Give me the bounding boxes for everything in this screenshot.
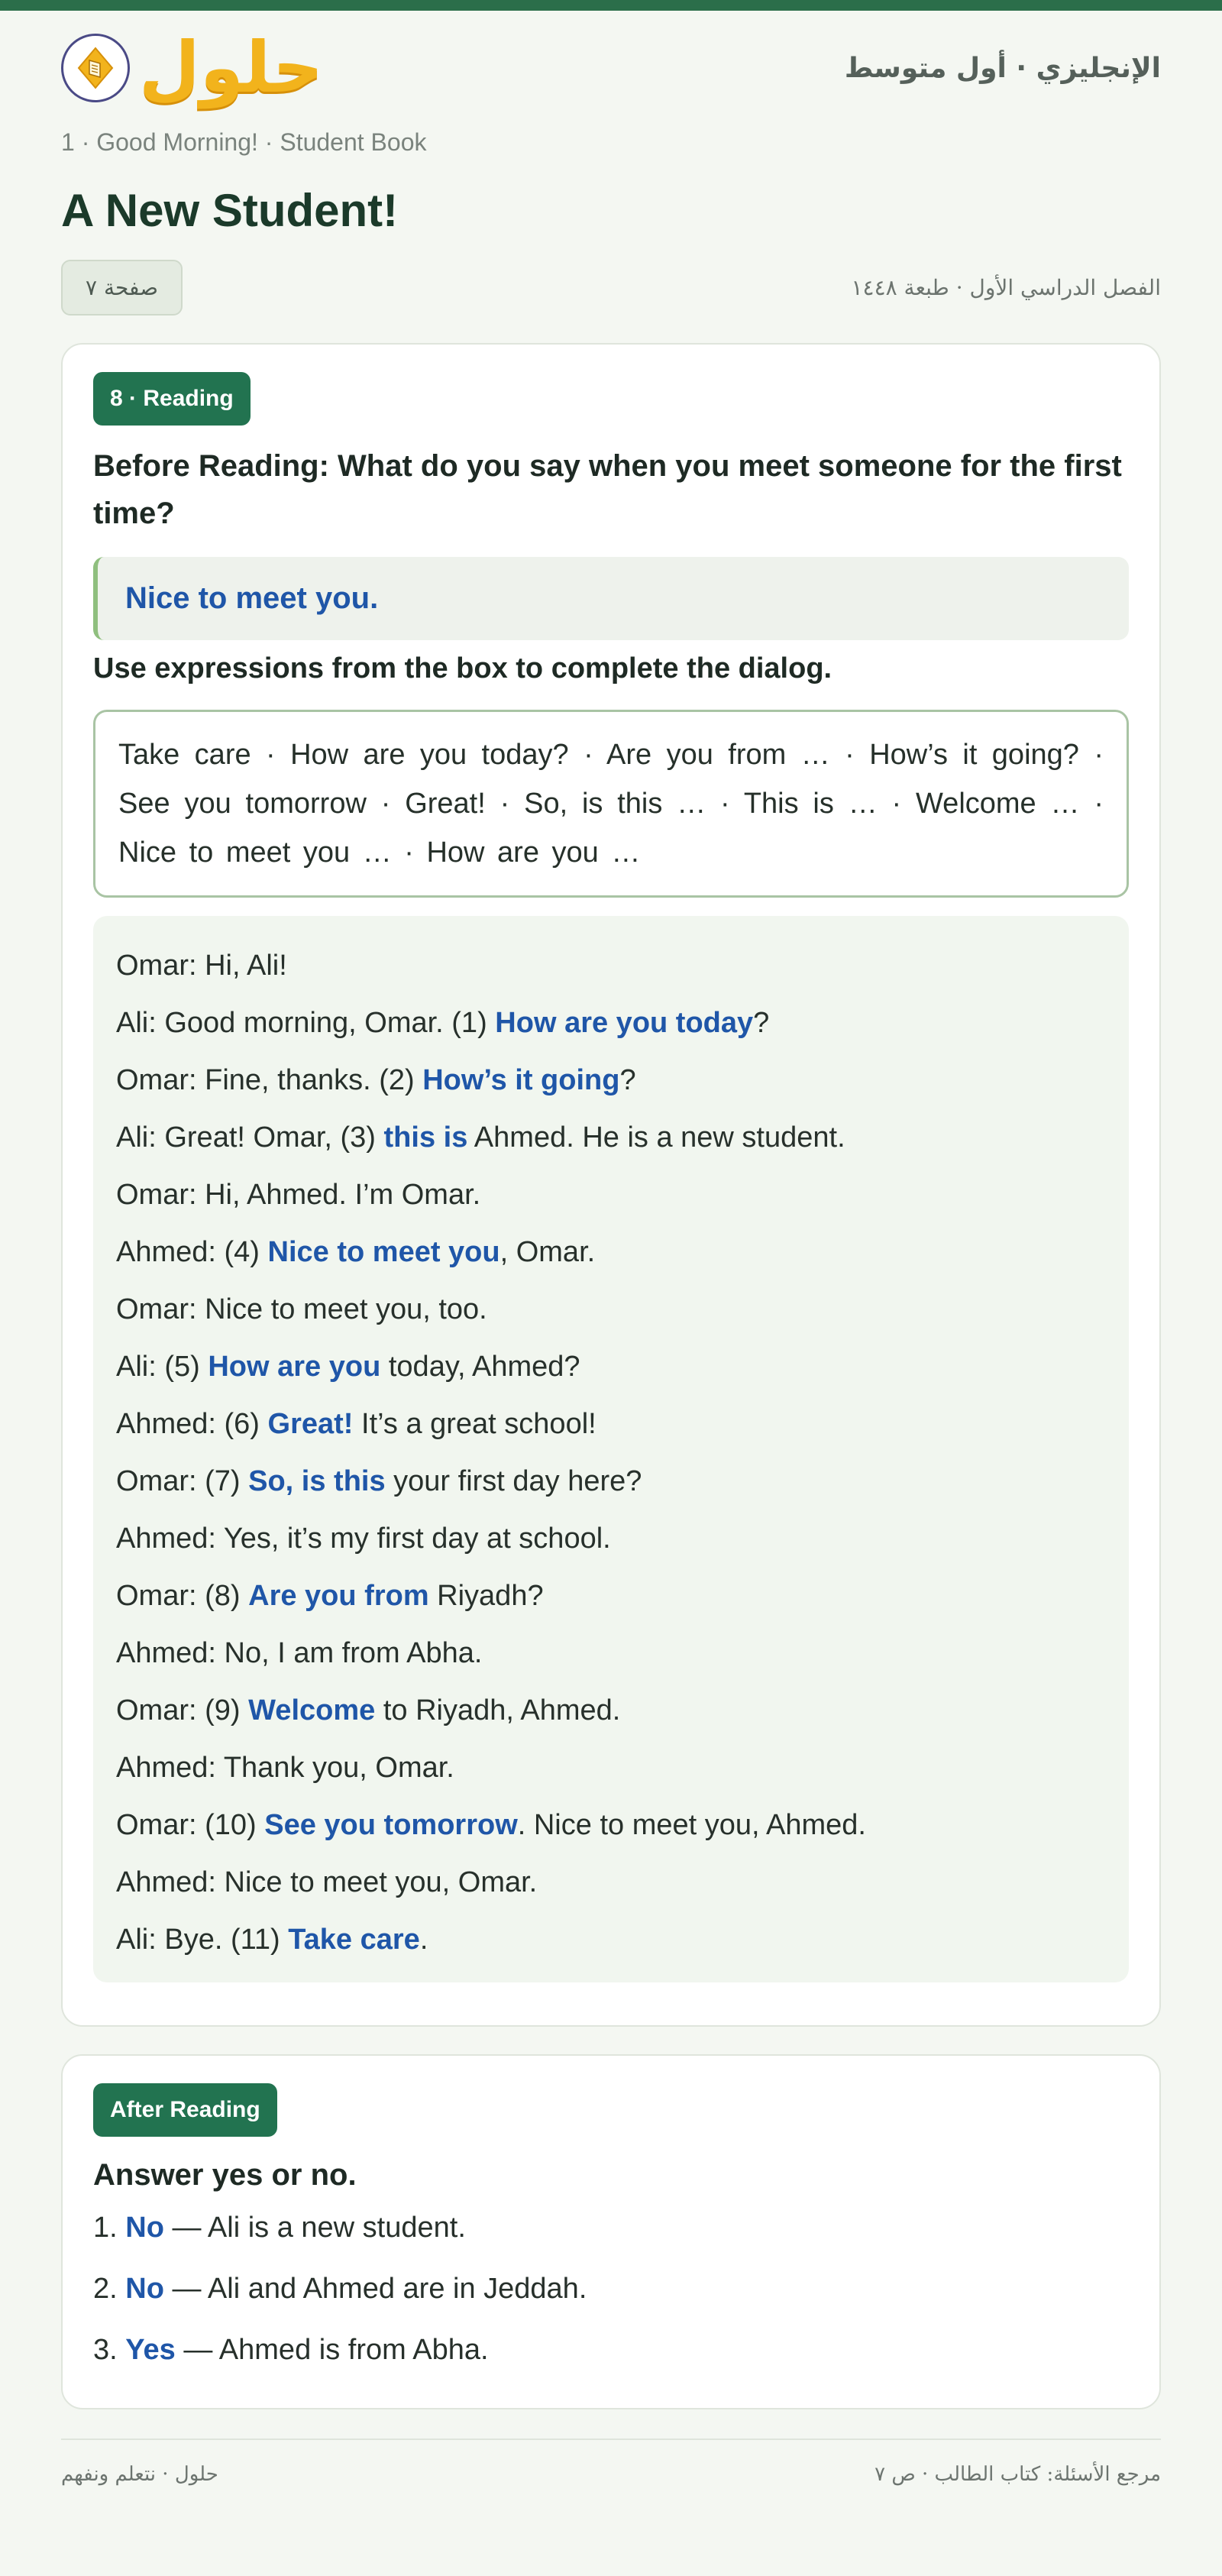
dialog-line [116,1052,1106,1109]
dialog-text: . [419,1924,428,1956]
dialog-text: to Riyadh, Ahmed. [375,1694,621,1727]
book-icon [61,34,130,102]
dialog-answer: See you tomorrow [264,1809,518,1841]
dialog-line [116,1797,1106,1854]
subject-title: الإنجليزي · أول متوسط [844,52,1161,84]
dialog-answer: Welcome [248,1694,376,1727]
breadcrumb[interactable]: 1 · Good Morning! · Student Book [61,128,427,156]
dialog-text: Ahmed: (6) [116,1408,268,1440]
expression-box: Take care · How are you today? · Are you from … · How’s it going? · See you tomorrow · Great! · So, is this … · This is … · Welcome … · Nice to meet you … · How are you … [93,710,1129,898]
dialog-text: ? [619,1064,636,1096]
dialog-line [116,1224,1106,1281]
dialog-text: Omar: Hi, Ali! [116,950,287,982]
dialog-text: Omar: (9) [116,1694,249,1727]
yes-no-answer: No [125,2212,164,2244]
dialog [93,916,1129,1982]
dialog-answer: Take care [288,1924,420,1956]
example-answer: Nice to meet you. [93,557,1129,640]
dialog-text: Omar: Hi, Ahmed. I’m Omar. [116,1179,481,1211]
dialog-answer: How’s it going [422,1064,620,1096]
term-label: الفصل الدراسي الأول · طبعة ١٤٤٨ [851,275,1161,300]
after-reading-title: Answer yes or no. [93,2158,357,2192]
dialog-text: Omar: Fine, thanks. (2) [116,1064,423,1096]
instruction: Use expressions from the box to complete the dialog. [93,652,832,684]
section-tag: After Reading [93,2083,277,2137]
answer-text: — Ali and Ahmed are in Jeddah. [163,2273,587,2305]
dialog-text: today, Ahmed? [380,1351,580,1383]
page [61,11,1161,2509]
dialog-line [116,1854,1106,1911]
dialog-line [116,1338,1106,1396]
meta-row [61,260,1161,316]
page-number-badge[interactable]: صفحة ٧ [61,260,183,316]
dialog-text: Ali: (5) [116,1351,209,1383]
yes-no-answer: Yes [125,2334,176,2366]
dialog-answer: How are you [208,1351,381,1383]
header [61,11,1161,125]
dialog-text: Ahmed: Yes, it’s my first day at school. [116,1523,611,1555]
answer-list [93,2197,1129,2380]
dialog-text: Riyadh? [428,1580,544,1612]
dialog-line [116,1682,1106,1739]
top-accent-bar [0,0,1222,11]
answer-text: 1. [93,2212,126,2244]
dialog-line [116,1281,1106,1338]
section-tag: 8 · Reading [93,372,251,426]
dialog-text: Ali: Bye. (11) [116,1924,289,1956]
answer-item [93,2197,1129,2258]
brand-logo[interactable] [61,27,324,108]
dialog-answer: Great! [267,1408,354,1440]
dialog-line [116,1109,1106,1167]
footer-slogan: حلول · نتعلم ونفهم [61,2463,218,2486]
dialog-line [116,1453,1106,1510]
dialog-text: Ahmed. He is a new student. [467,1121,845,1154]
dialog-answer: So, is this [248,1465,386,1497]
dialog-text: your first day here? [385,1465,642,1497]
dialog-text: Ahmed: Thank you, Omar. [116,1752,454,1784]
page-title: A New Student! [61,185,399,236]
answer-text: — Ahmed is from Abha. [175,2334,489,2366]
dialog-text: Omar: (10) [116,1809,265,1841]
dialog-text: ? [753,1007,770,1039]
dialog-answer: How are you today [495,1007,754,1039]
dialog-text: Omar: (7) [116,1465,249,1497]
dialog-line [116,937,1106,995]
dialog-line [116,1911,1106,1969]
dialog-line [116,1568,1106,1625]
dialog-line [116,1396,1106,1453]
dialog-line [116,1739,1106,1797]
dialog-text: Ali: Great! Omar, (3) [116,1121,384,1154]
footer-reference: مرجع الأسئلة: كتاب الطالب · ص ٧ [874,2463,1161,2486]
dialog-text: Ahmed: No, I am from Abha. [116,1637,483,1669]
dialog-line [116,1167,1106,1224]
answer-text: 2. [93,2273,126,2305]
dialog-line [116,1625,1106,1682]
dialog-text: , Omar. [499,1236,596,1268]
dialog-answer: Are you from [248,1580,429,1612]
dialog-line [116,1510,1106,1568]
brand-name: حلول [139,27,324,108]
pre-reading-question: Before Reading: What do you say when you meet someone for the first time? [93,449,1122,530]
dialog-text: . Nice to meet you, Ahmed. [517,1809,866,1841]
answer-text: 3. [93,2334,126,2366]
footer [61,2438,1161,2509]
answer-item [93,2319,1129,2380]
dialog-text: Omar: Nice to meet you, too. [116,1293,487,1325]
dialog-text: Ahmed: (4) [116,1236,268,1268]
dialog-line [116,995,1106,1052]
answer-item [93,2258,1129,2319]
dialog-text: Ahmed: Nice to meet you, Omar. [116,1866,538,1898]
dialog-text: It’s a great school! [353,1408,596,1440]
dialog-text: Ali: Good morning, Omar. (1) [116,1007,496,1039]
dialog-text: Omar: (8) [116,1580,249,1612]
reading-card [61,343,1161,2027]
yes-no-answer: No [125,2273,164,2305]
dialog-answer: Nice to meet you [267,1236,500,1268]
after-reading-card [61,2054,1161,2409]
answer-text: — Ali is a new student. [163,2212,466,2244]
dialog-answer: this is [383,1121,468,1154]
